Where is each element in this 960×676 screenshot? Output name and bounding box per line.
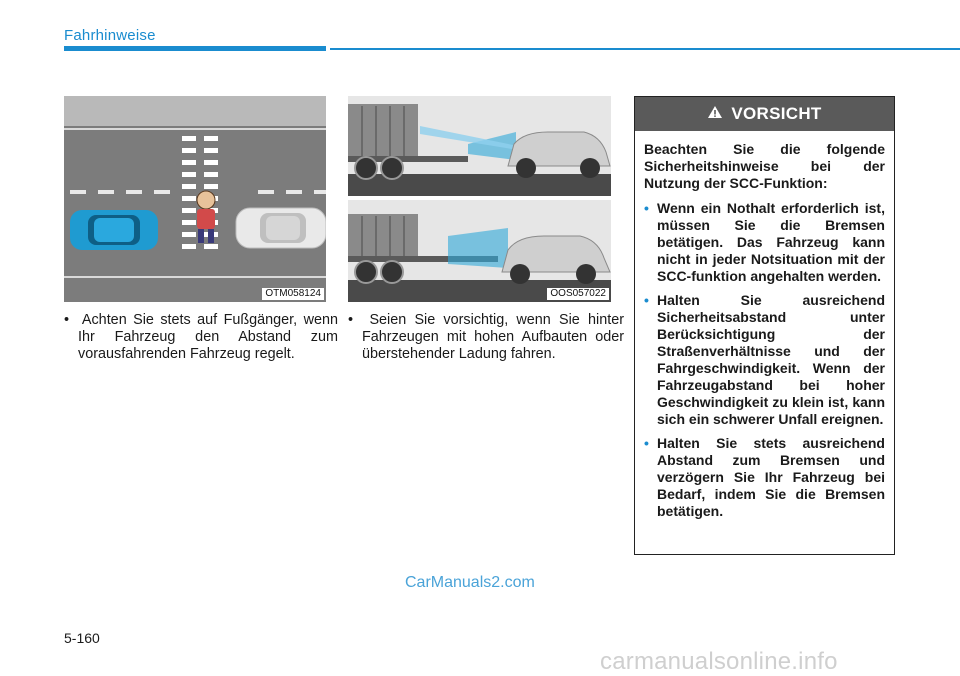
caution-title: VORSICHT xyxy=(731,104,822,123)
caution-item xyxy=(644,292,885,428)
pedestrian-crossing-illustration xyxy=(64,96,326,302)
warning-triangle-icon xyxy=(707,104,723,124)
caution-item-text: Halten Sie ausreichend Sicherheitsabstand unter Berücksichtigung der Straßenverhältnisse und der Fahrgeschwindigkeit. Wenn der Fahrzeugabstand bei hoher Geschwindigkeit zu klein ist, kann sich ein schwerer Unfall ereignen. xyxy=(657,292,885,427)
footer-watermark: carmanualsonline.info xyxy=(600,648,838,675)
caution-intro: Beachten Sie die folgende Sicherheitshinweise bei der Nutzung der SCC-Funktion: xyxy=(644,141,885,191)
bullet-pedestrian-text: Achten Sie stets auf Fußgänger, wenn Ihr Fahrzeug den Abstand zum vorausfahrenden Fahrzeug regelt. xyxy=(78,312,338,362)
bullet-dot: • xyxy=(644,292,649,308)
bullet-dot: • xyxy=(348,312,370,328)
caution-item-text: Halten Sie stets ausreichend Abstand zum Bremsen und verzögern Sie Ihr Fahrzeug bei Bedarf, indem Sie die Bremsen betätigen. xyxy=(657,435,885,519)
watermark-link[interactable]: CarManuals2.com xyxy=(405,574,535,591)
header-rule-thick xyxy=(64,46,326,51)
figure-truck-following xyxy=(348,96,611,302)
bullet-dot: • xyxy=(64,312,82,328)
bullet-pedestrian xyxy=(64,312,338,363)
caution-box xyxy=(634,96,895,555)
caution-item-text: Wenn ein Nothalt erforderlich ist, müssen Sie die Bremsen betätigen. Das Fahrzeug kann nicht in jeder Notsituation mit der SCC-funktion angehalten werden. xyxy=(657,200,885,284)
caution-body xyxy=(635,131,894,520)
page-number: 5-160 xyxy=(64,630,100,646)
bullet-truck-text: Seien Sie vorsichtig, wenn Sie hinter Fahrzeugen mit hohen Aufbauten oder überstehender Ladung fahren. xyxy=(362,312,624,362)
bullet-dot: • xyxy=(644,200,649,216)
figure-pedestrian-crossing xyxy=(64,96,326,302)
figure-code: OOS057022 xyxy=(547,288,609,300)
bullet-truck xyxy=(348,312,624,363)
caution-item xyxy=(644,435,885,520)
figure-code: OTM058124 xyxy=(262,288,324,300)
truck-following-illustration xyxy=(348,96,611,302)
header-rule-thin xyxy=(330,48,960,50)
bullet-dot: • xyxy=(644,435,649,451)
caution-header xyxy=(635,97,894,131)
caution-item xyxy=(644,200,885,285)
section-title: Fahrhinweise xyxy=(64,27,156,44)
